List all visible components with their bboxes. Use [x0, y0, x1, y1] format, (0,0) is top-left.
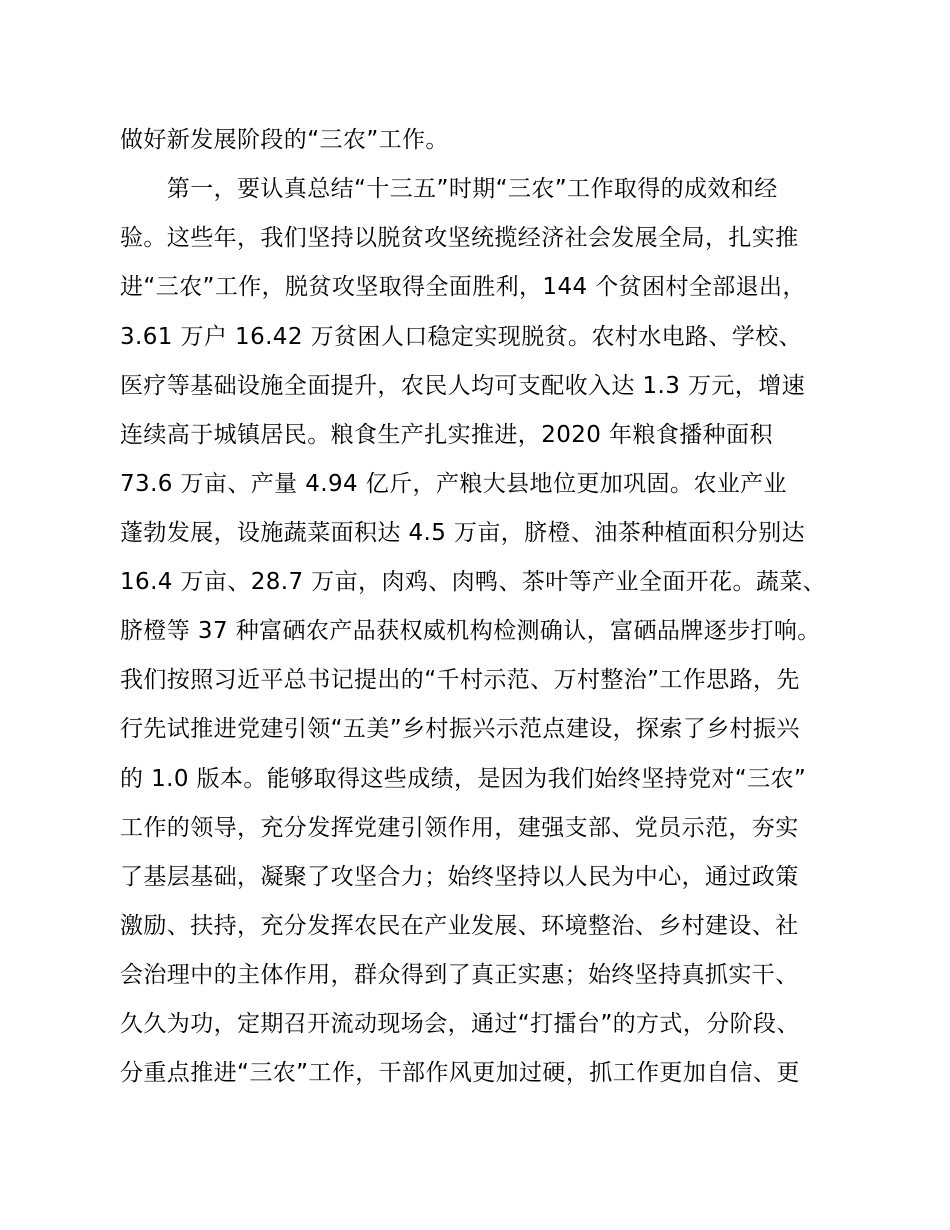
text-line-1: 做好新发展阶段的“三农”工作。: [120, 127, 449, 153]
text-line-13: 行先试推进党建引领“五美”乡村振兴示范点建设，探索了乡村振兴: [120, 716, 800, 742]
text-line-10: 16.4 万亩、28.7 万亩，肉鸡、肉鸭、茶叶等产业全面开花。蔬菜、: [120, 569, 827, 595]
text-line-12: 我们按照习近平总书记提出的“千村示范、万村整治”工作思路，先: [120, 667, 800, 693]
text-line-15: 工作的领导，充分发挥党建引领作用，建强支部、党员示范，夯实: [120, 815, 799, 841]
text-line-8: 73.6 万亩、产量 4.94 亿斤，产粮大县地位更加巩固。农业产业: [120, 471, 787, 497]
text-line-6: 医疗等基础设施全面提升，农民人均可支配收入达 1.3 万元，增速: [120, 373, 805, 399]
text-line-20: 分重点推进“三农”工作，干部作风更加过硬，抓工作更加自信、更: [120, 1060, 800, 1086]
text-line-2: 第一，要认真总结“十三五”时期“三农”工作取得的成效和经: [120, 176, 778, 202]
text-line-11: 脐橙等 37 种富硒农产品获权威机构检测确认，富硒品牌逐步打响。: [120, 618, 821, 644]
text-line-5: 3.61 万户 16.42 万贫困人口稳定实现脱贫。农村水电路、学校、: [120, 324, 802, 350]
text-line-18: 会治理中的主体作用，群众得到了真正实惠；始终坚持真抓实干、: [120, 962, 799, 988]
text-line-3: 验。这些年，我们坚持以脱贫攻坚统揽经济社会发展全局，扎实推: [120, 225, 799, 251]
text-line-16: 了基层基础，凝聚了攻坚合力；始终坚持以人民为中心，通过政策: [120, 864, 799, 890]
text-line-17: 激励、扶持，充分发挥农民在产业发展、环境整治、乡村建设、社: [120, 913, 799, 939]
text-line-14: 的 1.0 版本。能够取得这些成绩，是因为我们始终坚持党对“三农”: [120, 766, 807, 792]
text-line-4: 进“三农”工作，脱贫攻坚取得全面胜利，144 个贫困村全部退出，: [120, 274, 806, 300]
text-line-7: 连续高于城镇居民。粮食生产扎实推进，2020 年粮食播种面积: [120, 422, 773, 448]
text-line-19: 久久为功，定期召开流动现场会，通过“打擂台”的方式，分阶段、: [120, 1011, 800, 1037]
text-line-9: 蓬勃发展，设施蔬菜面积达 4.5 万亩，脐橙、油茶种植面积分别达: [120, 520, 805, 546]
